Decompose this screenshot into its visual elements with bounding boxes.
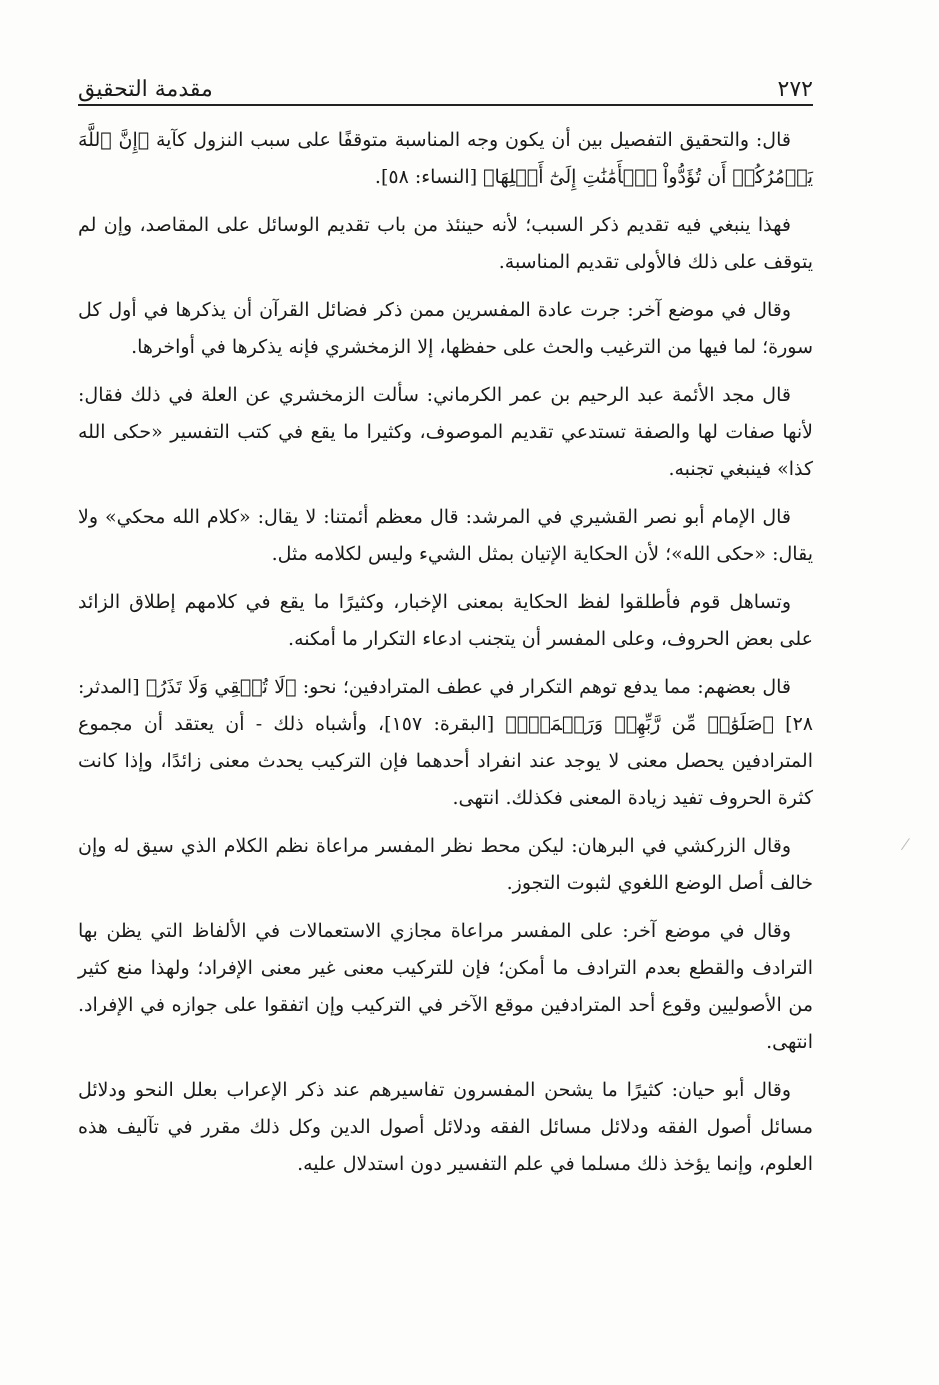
running-title: مقدمة التحقيق: [78, 77, 213, 102]
header-rule: [78, 104, 813, 106]
running-header: [78, 62, 813, 102]
paragraph: وقال أبو حيان: كثيرًا ما يشحن المفسرون تفاسيرهم عند ذكر الإعراب بعلل النحو ودلائل مسائل أصول الفقه ودلائل مسائل الفقه ودلائل أصول الدين وكل ذلك مقرر في تآليف هذه العلوم، وإنما يؤخذ ذلك مسلما في علم التفسير دون استدلال عليه.: [78, 1079, 813, 1175]
paragraph: قال: والتحقيق التفصيل بين أن يكون وجه المناسبة متوقفًا على سبب النزول كآية ﴿إِنَّ ٱللَّهَ يَأۡمُرُكُمۡ أَن تُؤَدُّواْ ٱلۡأَمَٰنَٰتِ إِلَىٰٓ أَهۡلِهَا﴾ [النساء: ٥٨].: [78, 129, 813, 188]
paragraph: قال مجد الأئمة عبد الرحيم بن عمر الكرماني: سألت الزمخشري عن العلة في ذلك فقال: لأنها صفات لها والصفة تستدعي تقديم الموصوف، وكثيرا ما يقع في كتب التفسير «حكى الله كذا» فينبغي تجنبه.: [78, 384, 813, 480]
paragraph: وقال في موضع آخر: جرت عادة المفسرين ممن ذكر فضائل القرآن أن يذكرها في أول كل سورة؛ لما فيها من الترغيب والحث على حفظها، إلا الزمخشري فإنه يذكرها في أواخرها.: [78, 299, 813, 358]
paragraph: وقال الزركشي في البرهان: ليكن محط نظر المفسر مراعاة نظم الكلام الذي سيق له وإن خالف أصل الوضع اللغوي لثبوت التجوز.: [78, 835, 813, 894]
paragraph: قال بعضهم: مما يدفع توهم التكرار في عطف المترادفين؛ نحو: ﴿لَا تُبۡقِي وَلَا تَذَرُ﴾ [المدثر: ٢٨] ﴿صَلَوَٰتٞ مِّن رَّبِّهِمۡ وَرَحۡمَةٞۖ﴾ [البقرة: ١٥٧]، وأشباه ذلك - أن يعتقد أن مجموع المترادفين يحصل معنى لا يوجد عند انفراد أحدهما فإن التركيب يحدث معنى زائدًا، وإذا كانت كثرة الحروف تفيد زيادة المعنى فكذلك. انتهى.: [78, 676, 813, 809]
page-number: ٢٧٢: [777, 77, 813, 102]
paragraph: فهذا ينبغي فيه تقديم ذكر السبب؛ لأنه حينئذ من باب تقديم الوسائل على المقاصد، وإن لم يتوقف على ذلك فالأولى تقديم المناسبة.: [78, 214, 813, 273]
paragraph: وتساهل قوم فأطلقوا لفظ الحكاية بمعنى الإخبار، وكثيرًا ما يقع في كلامهم إطلاق الزائد على بعض الحروف، وعلى المفسر أن يتجنب ادعاء التكرار ما أمكنه.: [78, 591, 813, 650]
paragraph: قال الإمام أبو نصر القشيري في المرشد: قال معظم أئمتنا: لا يقال: «كلام الله محكي» ولا يقال: «حكى الله»؛ لأن الحكاية الإتيان بمثل الشيء وليس لكلامه مثل.: [78, 506, 813, 565]
body-text: [78, 122, 813, 1194]
margin-pencil-mark: [901, 838, 918, 856]
paragraph: وقال في موضع آخر: على المفسر مراعاة مجازي الاستعمالات في الألفاظ التي يظن بها الترادف والقطع بعدم الترادف ما أمكن؛ فإن للتركيب معنى غير معنى الإفراد؛ ولهذا منع كثير من الأصوليين وقوع أحد المترادفين موقع الآخر في التركيب وإن اتفقوا على جوازه في الإفراد. انتهى.: [78, 920, 813, 1053]
